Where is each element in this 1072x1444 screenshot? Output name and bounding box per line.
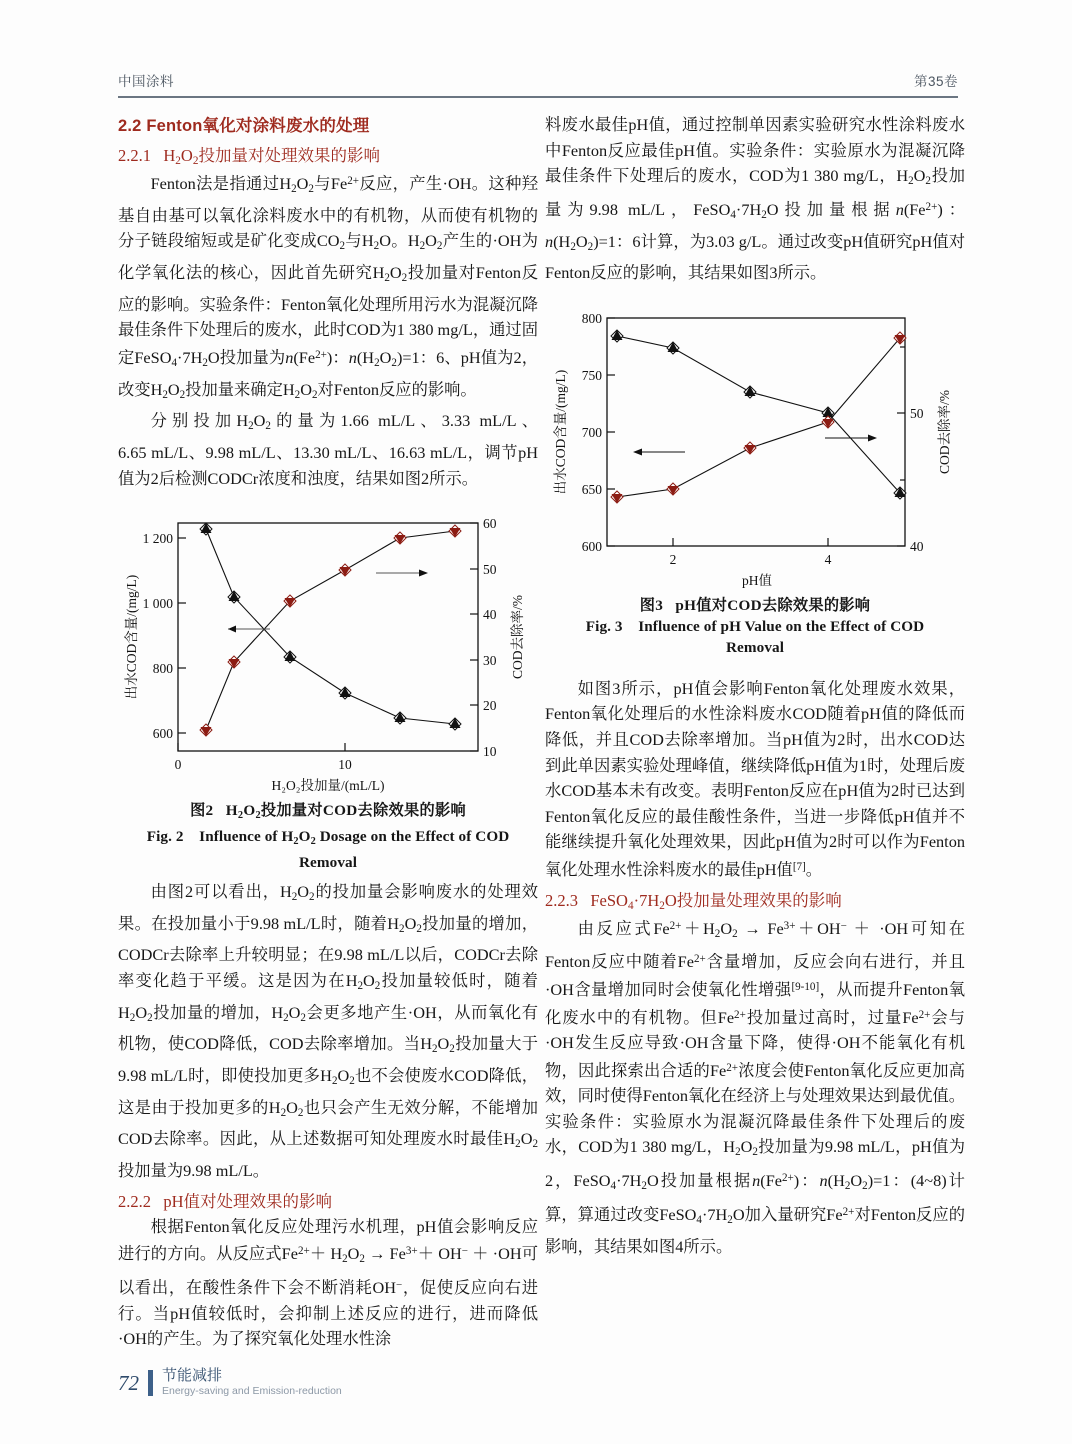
subsection-heading-2-2-3: 2.2.3 $FeSO_4\cdot 7H_2O$投加量处理效果的影响 [545,890,842,912]
xtick3-2: 2 [669,551,677,567]
figure-3-label-en: Fig. 3 [585,617,623,635]
plot-frame-3 [607,318,905,546]
paragraph-dosage-list: 分别投加$H_2O_2$的量为1.66 mL/L、3.33 mL/L、6.65 mL/L、9.98 mL/L、13.30 mL/L、16.63 mL/L，调节pH值为2后检测CODCr浓度和浊度，结果如图2所示。 [118,411,538,488]
left-column [118,112,538,1352]
series-cod-content-line-3 [617,336,900,493]
right-axis-ticks-3 [897,347,905,546]
figure-3-caption-zh [545,595,965,616]
xtick3-4: 4 [824,551,832,567]
figure-2-plot [118,505,538,795]
left-axis-ticks [178,538,186,733]
x-axis-labels-3 [670,552,832,567]
figure-2-y-axis-title: 出水COD含量/(mg/L) [124,574,139,700]
subsection-number-3: 2.2.3 [545,890,578,910]
right-axis-labels [483,516,497,759]
page-header [118,70,958,90]
figure-3-caption-en-line1 [545,616,965,637]
xtick-10: 10 [338,757,352,773]
ytick-1200: 1 200 [142,531,173,547]
y2tick-20: 20 [483,698,497,714]
paragraph-feso4-mechanism: 由反应式$Fe^{2+}+H_2O_2 \to Fe^{3+}+OH^- + \cdot OH$可知在Fenton反应中随着$Fe^{2+}$含量增加，反应会向右进行，并且·OH含量增加同时会使氧化性增强[9-10]，从而提升Fenton氧化废水中的有机物。但$Fe^{2+}$投加量过高时，过量$Fe^{2+}$会与·OH发生反应导致·OH含量下降，使得·OH不能氧化有机物，因此探索出合适的$Fe^{2+}$浓度会使Fenton氧化反应更加高效，同时使得Fenton氧化在经济上与处理效果达到最优值。实验条件：实验原水为混凝沉降最佳条件下处理后的废水，COD为1 380 mg/L，$H_2O_2$投加量为9.98 mL/L，pH值为2，$FeSO_4\cdot 7H_2O$投加量根据$n(Fe^{2+})$：$n(H_2O_2)=1$：(4~8)计算，算通过改变$FeSO_4\cdot 7H_2O$加入量研究$Fe^{2+}$对Fenton反应的影响，其结果如图4所示。 [545,918,965,1256]
figure-3-y-axis-title: 出水COD含量/(mg/L) [553,369,568,495]
ytick3-700: 700 [581,424,602,440]
footer-text [162,1368,342,1398]
right-axis-arrow-annotation [376,570,428,577]
figure-3-y2-axis-title: COD去除率/% [937,389,952,474]
y2tick-30: 30 [483,653,497,669]
subsection-heading-2-2-1: 2.2.1 $H_2O_2$投加量对处理效果的影响 [118,146,380,168]
x-axis-labels [175,757,352,772]
figure-2-label-zh: 图2 [190,802,214,820]
x-axis-ticks-3 [673,538,828,546]
series-removal-rate-line-3 [617,338,900,497]
subsection-title-2: pH值对处理效果的影响 [163,1191,333,1211]
series-cod-content-markers [200,523,461,730]
plot-frame [178,523,478,751]
figure-2-caption [118,800,538,873]
y2tick-40: 40 [483,607,497,623]
left-axis-labels [143,531,174,741]
y2tick-50: 50 [483,562,497,578]
left-axis-arrow-annotation [228,626,270,633]
subsection-number: 2.2.1 [118,146,151,165]
right-axis-labels-3 [910,406,924,554]
figure-2-caption-en-line2: Removal [298,853,358,871]
figure-3-caption [545,595,965,658]
series-removal-rate-markers-3 [611,332,906,503]
figure-2-y2-axis-title: COD去除率/% [510,595,525,680]
figure-3-canvas [545,300,965,595]
series-removal-rate-markers [200,525,461,736]
ytick3-800: 800 [581,310,602,326]
figure-3-x-axis-title: pH值 [742,572,772,588]
paragraph-fenton-intro: Fenton法是指通过$H_2O_2$与$Fe^{2+}$反应，产生·OH。这种羟基自由基可以氧化涂料废水中的有机物，从而使有机物的分子链段缩短或是矿化变成$CO_2$与$H_2O$。$H_2O_2$产生的·OH为化学氧化法的核心，因此首先研究$H_2O_2$投加量对Fenton反应的影响。实验条件：Fenton氧化处理所用污水为混凝沉降最佳条件下处理后的废水，此时COD为1 380 mg/L，通过固定$FeSO_4\cdot 7H_2O$投加量为$n(Fe^{2+})$：$n(H_2O_2)=1$：6、pH值为2，改变$H_2O_2$投加量来确定$H_2O_2$对Fenton反应的影响。 [118,174,538,401]
subsection-number-2: 2.2.2 [118,1191,151,1211]
header-divider [118,96,958,98]
left-axis-ticks-3 [607,318,615,546]
figure-2-label-en: Fig. 2 [146,828,184,846]
section-heading-2-2: 2.2 Fenton氧化对涂料废水的处理 [118,117,370,135]
figure-3-plot [545,300,965,590]
figure-3 [545,300,965,658]
figure-2-canvas [118,505,538,800]
ytick3-600: 600 [581,538,602,554]
y2tick-10: 10 [483,744,497,760]
left-axis-labels-3 [582,311,603,554]
y2tick3-40: 40 [910,538,924,554]
ytick3-650: 650 [581,481,602,497]
y2tick-60: 60 [483,516,497,532]
footer-accent-bar [148,1370,153,1396]
ytick3-750: 750 [581,367,602,383]
footer-label-en: Energy-saving and Emission-reduction [162,1385,342,1397]
footer-label-zh: 节能减排 [162,1367,223,1384]
paragraph-figure2-analysis: 由图2可以看出，$H_2O_2$的投加量会影响废水的处理效果。在投加量小于9.98 mL/L时，随着$H_2O_2$投加量的增加，CODCr去除率上升较明显；在9.98 mL/L以后，CODCr去除率变化趋于平缓。这是因为在$H_2O_2$投加量较低时，随着$H_2O_2$投加量的增加，$H_2O_2$会更多地产生·OH，从而氧化有机物，使COD降低，COD去除率增加。当$H_2O_2$投加量大于9.98 mL/L时，即使投加更多$H_2O_2$也不会使废水COD降低，这是由于投加更多的$H_2O_2$也只会产生无效分解，不能增加COD去除率。因此，从上述数据可知处理废水时最佳$H_2O_2$投加量为9.98 mL/L。 [118,881,538,1181]
series-cod-content-markers-3 [611,330,906,499]
right-column [545,112,965,1259]
figure-2 [118,505,538,873]
ytick-800: 800 [152,661,173,677]
left-axis-arrow-annotation-3 [633,448,685,455]
figure-3-caption-en-text: Influence of pH Value on the Effect of COD [638,617,925,635]
xtick-0: 0 [174,757,182,773]
volume-label: 第35卷 [913,74,958,89]
x-axis-ticks [178,743,345,751]
right-axis-arrow-annotation-3 [825,434,877,441]
y2tick3-50: 50 [910,405,924,421]
figure-3-caption-zh-text: pH值对COD去除效果的影响 [675,596,871,614]
figure-3-caption-en-line2: Removal [725,638,785,656]
ytick-600: 600 [152,726,173,742]
figure-2-caption-en-line1: Fig. 2 Influence of $H_2O_2$ Dosage on the Effect of COD [146,828,510,847]
paragraph-ph-mechanism: 根据Fenton氧化反应处理污水机理，pH值会影响反应进行的方向。从反应式$Fe^{2+}+ H_2O_2 \to Fe^{3+}+ OH^- + \cdot OH$可以看出，在酸性条件下会不断消耗OH−，促使反应向右进行。当pH值较低时，会抑制上述反应的进行，进而降低·OH的产生。为了探究氧化处理水性涂 [118,1216,538,1349]
paragraph-ph-experiment-conditions: 料废水最佳pH值，通过控制单因素实验研究水性涂料废水中Fenton反应最佳pH值。实验条件：实验原水为混凝沉降最佳条件下处理后的废水，COD为1 380 mg/L，$H_2O_2$投加量为9.98 mL/L，$FeSO_4\cdot 7H_2O$投加量根据$n(Fe^{2+})$：$n(H_2O_2)=1$：6计算，为3.03 g/L。通过改变pH值研究pH值对Fenton反应的影响，其结果如图3所示。 [545,115,965,283]
figure-2-x-axis-title: H₂O₂投加量/(mL/L) [271,778,385,794]
series-cod-content-line [206,529,455,724]
page-footer [118,1368,342,1398]
figure-3-label-zh: 图3 [639,596,664,614]
paragraph-figure3-analysis: 如图3所示，pH值会影响Fenton氧化处理废水效果，Fenton氧化处理后的水性涂料废水COD随着pH值的降低而降低，并且COD去除率增加。当pH值为2时，出水COD达到此单因素实验处理峰值，继续降低pH值为1时，处理后废水COD基本未有改变。表明Fenton反应在pH值为2时已达到Fenton氧化反应的最佳酸性条件，当进一步降低pH值并不能继续提升氧化处理效果，因此pH值为2时可以作为Fenton氧化处理水性涂料废水的最佳pH值[7]。 [545,678,965,879]
subsection-heading-2-2-2 [118,1188,538,1212]
figure-2-caption-zh: 图2 $H_2O_2$投加量对COD去除效果的影响 [190,802,466,822]
journal-name: 中国涂料 [118,74,174,89]
series-removal-rate-line [206,531,455,730]
footer-page-number: 72 [118,1370,139,1395]
right-axis-ticks [470,523,478,751]
ytick-1000: 1 000 [142,596,173,612]
